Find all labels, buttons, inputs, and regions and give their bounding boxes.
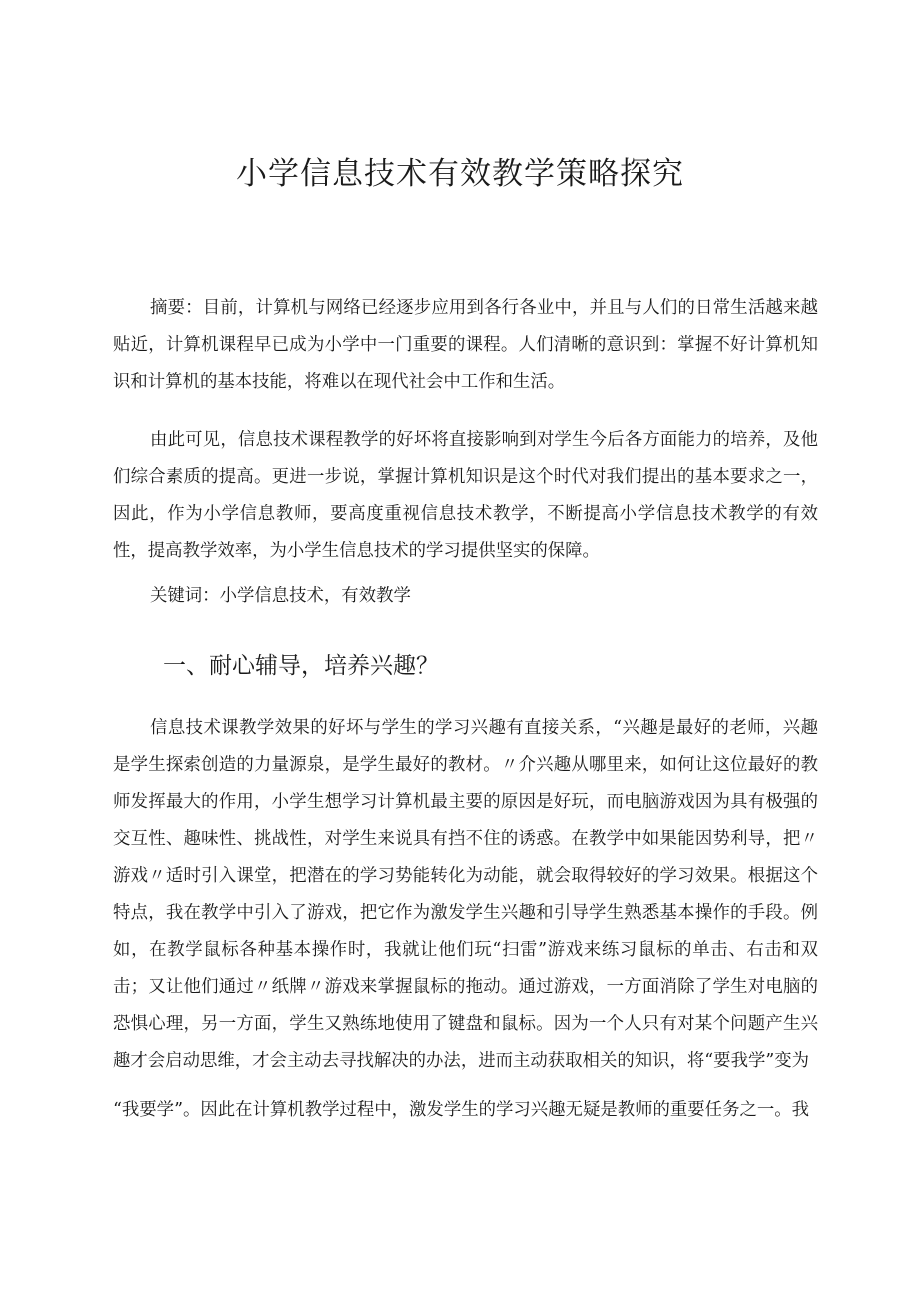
document-title: 小学信息技术有效教学策略探究 <box>236 156 684 192</box>
abstract-paragraph: 摘要：目前，计算机与网络已经逐步应用到各行各业中，并且与人们的日常生活越来越贴近，计算机课程早已成为小学中一门重要的课程。人们清晰的意识到：掌握不好计算机知识和计算机的基本技能，将难以在现代社会中工作和生活。 <box>113 298 818 392</box>
intro-paragraph: 由此可见，信息技术课程教学的好坏将直接影响到对学生今后各方面能力的培养，及他们综合素质的提高。更进一步说，掌握计算机知识是这个时代对我们提出的基本要求之一，因此，作为小学信息教师，要高度重视信息技术教学，不断提高小学信息技术教学的有效性，提高教学效率，为小学生信息技术的学习提供坚实的保障。 <box>113 430 818 561</box>
section-continuation-paragraph: “我要学”。因此在计算机教学过程中，激发学生的学习兴趣无疑是教师的重要任务之一。我 <box>113 1100 810 1120</box>
section-heading: 一、耐心辅导，培养兴趣？ <box>163 653 439 679</box>
keywords-line: 关键词：小学信息技术，有效教学 <box>150 586 411 606</box>
section-body-paragraph: 信息技术课教学效果的好坏与学生的学习兴趣有直接关系，“兴趣是最好的老师，兴趣是学生探索创造的力量源泉，是学生最好的教材。〃介兴趣从哪里来，如何让这位最好的教师发挥最大的作用，小学生想学习计算机最主要的原因是好玩，而电脑游戏因为具有极强的交互性、趣味性、挑战性，对学生来说具有挡不住的诱惑。在教学中如果能因势利导，把〃游戏〃适时引入课堂，把潜在的学习势能转化为动能，就会取得较好的学习效果。根据这个特点，我在教学中引入了游戏，把它作为激发学生兴趣和引导学生熟悉基本操作的手段。例如，在教学鼠标各种基本操作时，我就让他们玩“扫雷”游戏来练习鼠标的单击、右击和双击；又让他们通过〃纸牌〃游戏来掌握鼠标的拖动。通过游戏，一方面消除了学生对电脑的恐惧心理，另一方面，学生又熟练地使用了键盘和鼠标。因为一个人只有对某个问题产生兴趣才会启动思维，才会主动去寻找解决的办法，进而主动获取相关的知识，将“要我学”变为 <box>113 718 818 1071</box>
